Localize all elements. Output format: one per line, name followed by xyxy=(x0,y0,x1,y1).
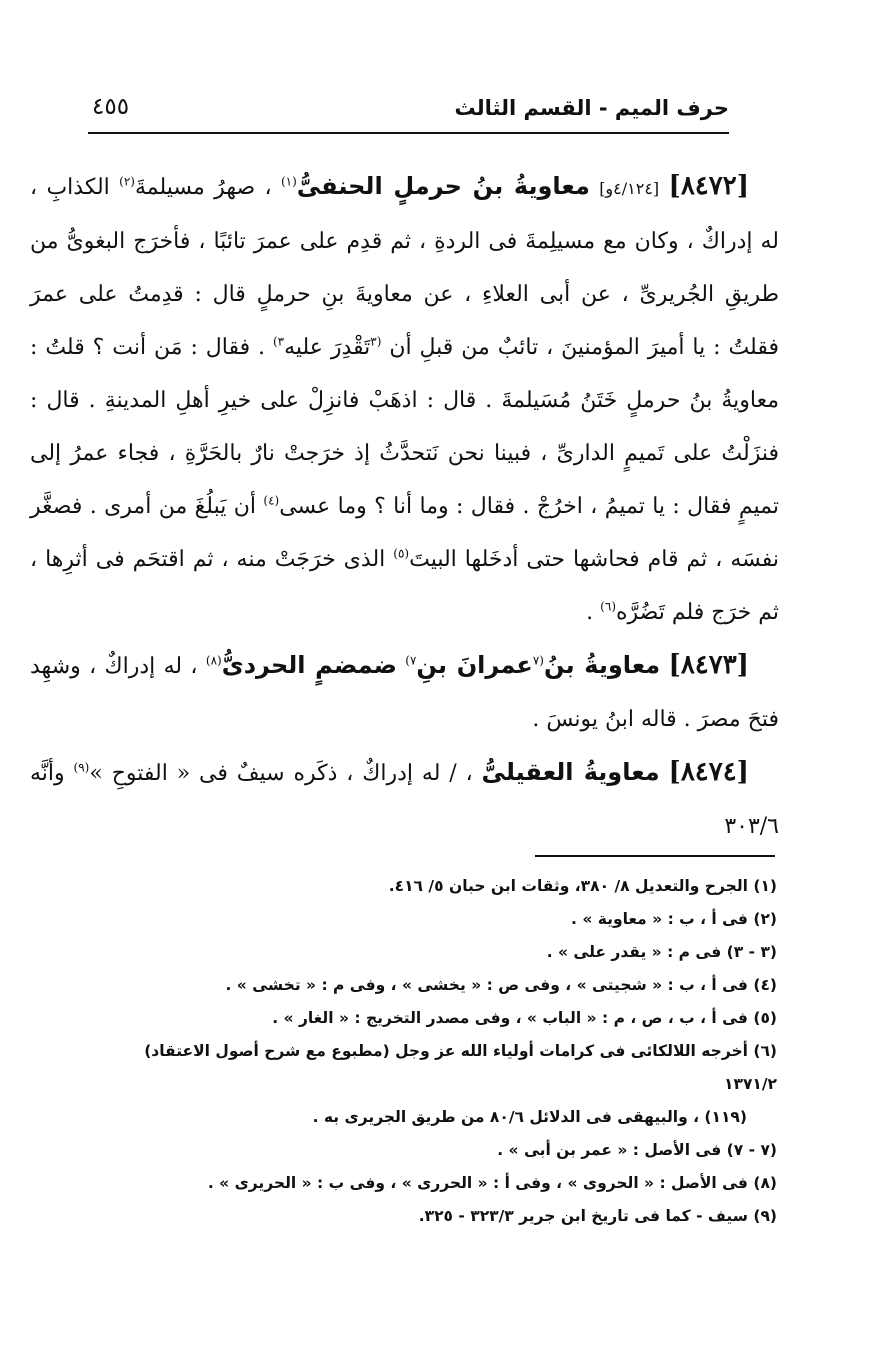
entry-name: عمرانَ بنِ xyxy=(416,651,533,679)
footnote: (٣ - ٣) فى م : « يقدر على » . xyxy=(546,943,777,961)
footnotes xyxy=(95,870,777,1233)
entry-name: ضمضمٍ الحردىُّ xyxy=(221,651,397,679)
footnote-continuation-text: (١١٩) ، والبيهقى فى الدلائل ٨٠/٦ من طريق الجريرى به . xyxy=(312,1108,747,1126)
entry-text: . فقال : مَن أنت ؟ قلتُ : معاويةُ بنُ حرملٍ خَتَنُ مُسَيلمةَ . قال : اذهَبْ فانزِلْ على خيرِ أهلِ المدينةِ . قال : فنزَلْتُ على تَميمٍ الدارىِّ ، فبينا نحن نَتحدَّثُ إذ خرَجتْ نارٌ بالحَرَّةِ ، فجاء عمرُ إلى تميمٍ فقال : يا تميمُ ، اخرُجْ . فقال : وما أنا ؟ وما عسى xyxy=(30,335,779,519)
footnote: (٧ - ٧) فى الأصل : « عمر بن أبى » . xyxy=(497,1141,777,1159)
entry-8473 xyxy=(30,639,779,746)
footnote: (٥) فى أ ، ب ، ص ، م : « الباب » ، وفى مصدر التخريج : « الغار » . xyxy=(272,1009,777,1027)
running-title: حرف الميم - القسم الثالث xyxy=(454,96,729,120)
entry-number: [٨٤٧٤] xyxy=(668,757,749,787)
footnote: (٨) فى الأصل : « الحروى » ، وفى أ : « الحررى » ، وفى ب : « الحريرى » . xyxy=(207,1174,777,1192)
entry-text: ، له إدراكٌ ، وشهِد فتحَ مصرَ . قاله ابنُ يونسَ . xyxy=(30,654,779,732)
footnote-marker: (٢) xyxy=(119,174,135,189)
entry-text: . xyxy=(586,600,594,625)
footnote: (٢) فى أ ، ب : « معاوية » . xyxy=(571,910,777,928)
margin-reference: ٣٠٣/٦ xyxy=(724,814,779,839)
footnote-marker: (١) xyxy=(280,174,297,189)
entry-8472 xyxy=(30,160,779,639)
footnote: (١) الجرح والتعديل ٨/ ٣٨٠، وثقات ابن حبان ٥/ ٤١٦. xyxy=(388,877,777,895)
entry-text: تَقْدِرَ عليه xyxy=(284,335,371,360)
footnote-marker: (٨) xyxy=(205,653,222,668)
footnote-marker: (٥) xyxy=(393,546,410,561)
entry-text: الذى خرَجَتْ منه ، ثم اقتحَم فى أثرِها ، ثم خرَج فلم تَضُرَّه xyxy=(30,547,779,625)
page-number: ٤٥٥ xyxy=(92,94,130,120)
entry-text: ، / له إدراكٌ ، ذكَره سيفٌ فى « الفتوحِ » xyxy=(89,761,473,786)
volume-reference: [٤/١٢٤و] xyxy=(599,179,660,198)
entry-name: معاويةُ بنُ xyxy=(543,651,661,679)
page-header xyxy=(88,92,729,134)
entry-text: أن يَبلُغَ من أمرى . فصغَّر نفسَه ، ثم قام فحاشها حتى أدخَلها البيتَ xyxy=(30,494,780,572)
footnote-marker: ٧) xyxy=(405,653,417,668)
footnote-separator xyxy=(535,855,775,857)
footnote: (٤) فى أ ، ب : « شجيتى » ، وفى ص : « يخشى » ، وفى م : « تخشى » . xyxy=(225,976,777,994)
main-text xyxy=(30,160,779,853)
entry-text: الكذابِ ، له إدراكٌ ، وكان مع مسيلِمةَ فى الردةِ ، ثم قدِم على عمرَ تائبًا ، فأخرَج البغوىُّ من طريقِ الجُريرىِّ ، عن أبى العلاءِ ، عن معاويةَ بنِ حرملٍ قال : قدِمتُ على عمرَ فقلتُ : يا أميرَ المؤمنينَ ، تائبٌ من قبلِ أن xyxy=(30,175,779,360)
footnote-marker: (٩) xyxy=(73,760,90,775)
entry-text: وأنَّه xyxy=(30,761,65,786)
entry-number: [٨٤٧٣] xyxy=(668,650,749,680)
footnote: (٦) أخرجه اللالكائى فى كرامات أولياء الله عز وجل (مطبوع مع شرح أصول الاعتقاد) ١٣٧١/٢ xyxy=(144,1042,777,1093)
entry-name: معاويةُ بنُ حرملٍ الحنفىُّ xyxy=(296,172,590,200)
footnote-marker: (٧ xyxy=(532,653,544,668)
entry-8474 xyxy=(30,746,779,853)
footnote-marker: (٤) xyxy=(263,493,280,508)
footnote-continuation xyxy=(95,1101,777,1134)
footnote-marker: (٦) xyxy=(600,599,616,614)
footnote: (٩) سيف - كما فى تاريخ ابن جرير ٣٢٣/٣ - ٣٢٥. xyxy=(418,1207,777,1225)
entry-name: معاويةُ العقيلىُّ xyxy=(481,758,660,786)
entry-number: [٨٤٧٢] xyxy=(668,171,750,201)
footnote-marker: ٣) xyxy=(272,334,285,349)
footnote-marker: (٣ xyxy=(370,334,382,349)
entry-text: ، صهرُ مسيلمةَ xyxy=(134,175,272,200)
